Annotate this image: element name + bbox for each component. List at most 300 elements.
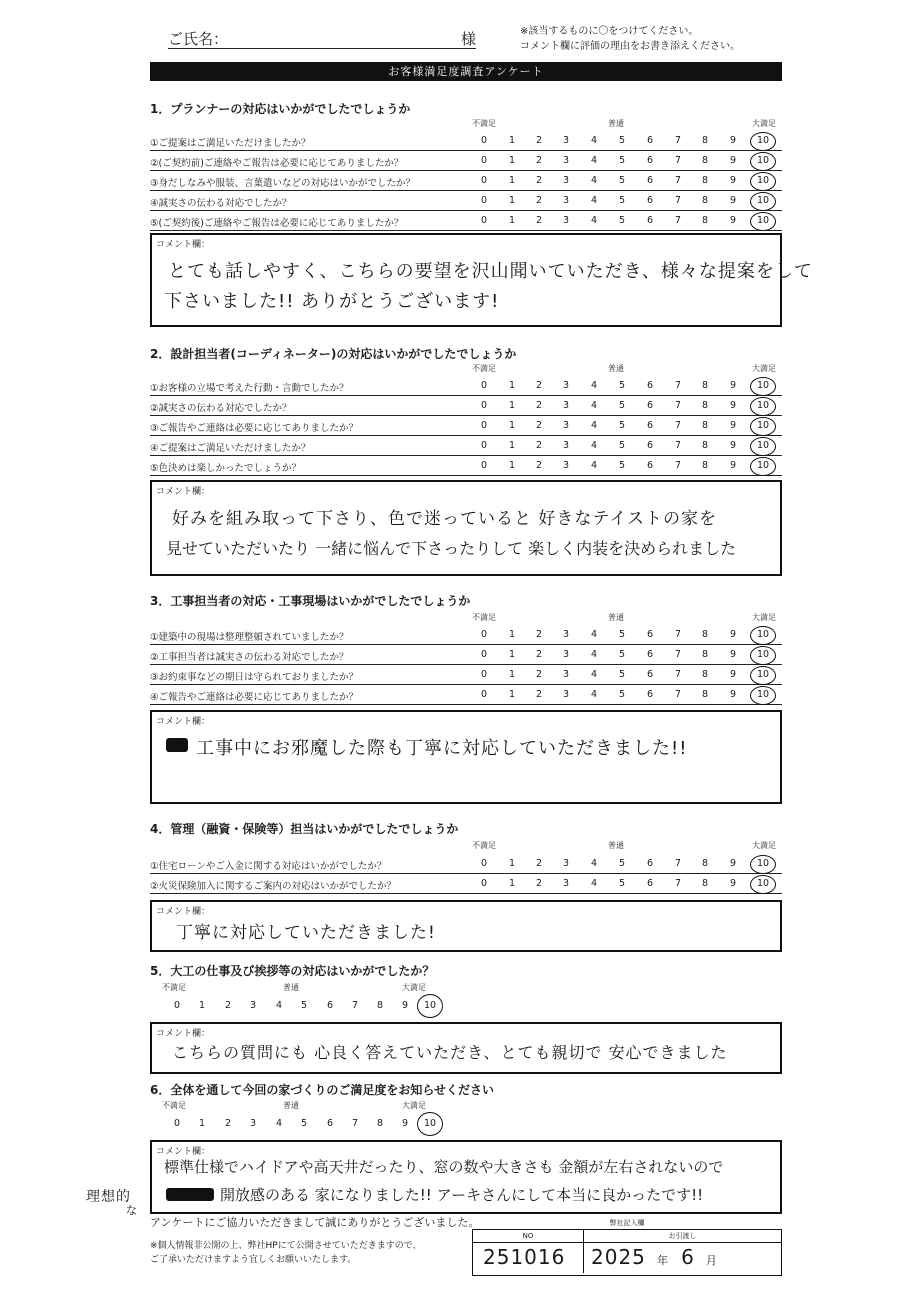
rating-option[interactable]: 1	[508, 215, 516, 226]
rating-option[interactable]: 7	[674, 858, 682, 869]
rating-option[interactable]: 2	[224, 1000, 232, 1011]
selected-circle-icon	[750, 626, 776, 645]
rating-option[interactable]: 4	[590, 195, 598, 206]
rating-option[interactable]: 2	[535, 629, 543, 640]
selected-circle-icon	[750, 152, 776, 171]
rating-option[interactable]: 3	[249, 1000, 257, 1011]
scale-high-label: 大満足	[402, 983, 426, 992]
rating-option[interactable]: 6	[326, 1118, 334, 1129]
rating-option[interactable]: 0	[173, 1118, 181, 1129]
rating-option[interactable]: 9	[729, 380, 737, 391]
rating-option[interactable]: 9	[729, 689, 737, 700]
rating-row[interactable]	[150, 396, 782, 416]
scale-high-label: 大満足	[752, 841, 776, 850]
rating-option[interactable]: 2	[535, 689, 543, 700]
rating-option[interactable]: 4	[590, 380, 598, 391]
scale-high-label: 大満足	[402, 1101, 426, 1110]
rating-option[interactable]: 6	[646, 215, 654, 226]
rating-option[interactable]: 3	[562, 195, 570, 206]
rating-option[interactable]: 6	[646, 878, 654, 889]
rating-option[interactable]: 9	[401, 1118, 409, 1129]
rating-option[interactable]: 0	[480, 629, 488, 640]
rating-option[interactable]: 3	[562, 649, 570, 660]
selected-circle-icon	[417, 1112, 443, 1136]
rating-option[interactable]: 10	[756, 858, 770, 869]
side-note-line: な	[126, 1204, 138, 1217]
rating-option[interactable]: 3	[562, 175, 570, 186]
rating-option[interactable]: 9	[729, 858, 737, 869]
rating-option[interactable]: 0	[480, 195, 488, 206]
rating-option[interactable]: 3	[562, 669, 570, 680]
rating-option[interactable]: 0	[480, 420, 488, 431]
section-5-title: 5．大工の仕事及び挨拶等の対応はいかがでしたか？	[150, 964, 435, 978]
section-6-scale-header	[0, 1100, 920, 1110]
rating-option[interactable]: 6	[646, 380, 654, 391]
rating-option[interactable]: 0	[480, 689, 488, 700]
selected-circle-icon	[750, 646, 776, 665]
rating-option[interactable]: 1	[508, 878, 516, 889]
question-text: ④ご提案はご満足いただけましたか？	[150, 443, 311, 454]
rating-option[interactable]: 7	[674, 155, 682, 166]
rating-option[interactable]: 8	[376, 1118, 384, 1129]
rating-option[interactable]: 9	[729, 629, 737, 640]
section-1-title: 1．プランナーの対応はいかがでしたでしょうか	[150, 102, 411, 116]
rating-option[interactable]: 0	[480, 669, 488, 680]
comment-line: 見せていただいたり 一緒に悩んで下さったりして 楽しく内装を決められました	[166, 539, 737, 558]
rating-option[interactable]: 2	[535, 400, 543, 411]
rating-option[interactable]: 6	[646, 858, 654, 869]
rating-option[interactable]: 8	[701, 215, 709, 226]
rating-option[interactable]: 8	[701, 629, 709, 640]
rating-option[interactable]: 2	[535, 155, 543, 166]
rating-option[interactable]: 10	[756, 629, 770, 640]
section-1-scale-header	[0, 118, 920, 128]
selected-circle-icon	[750, 855, 776, 874]
rating-row[interactable]	[150, 151, 782, 171]
rating-option[interactable]: 3	[562, 155, 570, 166]
privacy-line: ※個人情報非公開の上、弊社HPにて公開させていただきますので、	[150, 1241, 422, 1251]
rating-option[interactable]: 7	[674, 669, 682, 680]
rating-option[interactable]: 5	[618, 380, 626, 391]
rating-option[interactable]: 2	[535, 380, 543, 391]
rating-option[interactable]: 6	[646, 175, 654, 186]
no-header: NO	[473, 1230, 584, 1243]
selected-circle-icon	[750, 132, 776, 151]
rating-option[interactable]: 9	[729, 440, 737, 451]
scale-low-label: 不満足	[162, 1101, 186, 1110]
rating-option[interactable]: 5	[618, 629, 626, 640]
rating-option[interactable]: 1	[508, 420, 516, 431]
rating-option[interactable]: 3	[562, 878, 570, 889]
rating-option[interactable]: 4	[590, 135, 598, 146]
rating-option[interactable]: 4	[590, 175, 598, 186]
scale-low-label: 不満足	[472, 841, 496, 850]
comment-line: とても話しやすく、こちらの要望を沢山聞いていただき、様々な提案をして	[168, 261, 813, 282]
rating-option[interactable]: 7	[674, 420, 682, 431]
rating-option[interactable]: 4	[590, 400, 598, 411]
rating-option[interactable]: 9	[729, 215, 737, 226]
section-5-comment-box[interactable]	[150, 1022, 782, 1074]
rating-option[interactable]: 7	[674, 629, 682, 640]
rating-option[interactable]: 3	[562, 400, 570, 411]
handover-month: 6	[681, 1245, 695, 1269]
selected-circle-icon	[750, 875, 776, 894]
rating-option[interactable]: 7	[674, 689, 682, 700]
selected-circle-icon	[750, 192, 776, 211]
rating-option[interactable]: 0	[480, 858, 488, 869]
rating-option[interactable]: 10	[756, 420, 770, 431]
side-note-line: 理想的	[86, 1189, 131, 1205]
rating-option[interactable]: 10	[756, 440, 770, 451]
scale-mid-label: 普通	[608, 841, 624, 850]
question-text: ④誠実さの伝わる対応でしたか？	[150, 198, 292, 209]
comment-line: こちらの質問にも 心良く答えていただき、とても親切で 安心できました	[172, 1043, 728, 1062]
rating-option[interactable]: 1	[198, 1118, 206, 1129]
section-4-scale-header	[0, 840, 920, 850]
section-3-comment-box[interactable]	[150, 710, 782, 804]
rating-option[interactable]: 10	[756, 215, 770, 226]
question-text: ②(ご契約前)ご連絡やご報告は必要に応じてありましたか？	[150, 158, 404, 169]
rating-option[interactable]: 5	[300, 1118, 308, 1129]
rating-option[interactable]: 6	[326, 1000, 334, 1011]
honorific: 様	[460, 30, 476, 48]
rating-option[interactable]: 1	[198, 1000, 206, 1011]
question-text: ①ご提案はご満足いただけましたか？	[150, 138, 311, 149]
rating-option[interactable]: 4	[590, 460, 598, 471]
rating-option[interactable]: 5	[618, 215, 626, 226]
section-6-comment-box[interactable]	[150, 1140, 782, 1214]
rating-option[interactable]: 2	[535, 649, 543, 660]
rating-option[interactable]: 7	[674, 649, 682, 660]
handover-date	[591, 1242, 779, 1273]
rating-option[interactable]: 4	[590, 440, 598, 451]
rating-option[interactable]: 2	[535, 669, 543, 680]
rating-option[interactable]: 9	[729, 155, 737, 166]
rating-row[interactable]	[150, 645, 782, 665]
rating-option[interactable]: 4	[590, 155, 598, 166]
rating-option[interactable]: 8	[701, 135, 709, 146]
scale-mid-label: 普通	[283, 1101, 299, 1110]
rating-option[interactable]: 9	[729, 175, 737, 186]
rating-option[interactable]: 1	[508, 460, 516, 471]
rating-option[interactable]: 10	[423, 1000, 437, 1011]
rating-option[interactable]: 3	[562, 135, 570, 146]
rating-option[interactable]: 6	[646, 460, 654, 471]
rating-option[interactable]: 6	[646, 420, 654, 431]
rating-option[interactable]: 8	[701, 689, 709, 700]
comment-line: 好みを組み取って下さり、色で迷っていると 好きなテイストの家を	[172, 509, 718, 529]
rating-option[interactable]: 4	[590, 878, 598, 889]
rating-option[interactable]: 4	[590, 669, 598, 680]
selected-circle-icon	[750, 437, 776, 456]
scale-low-label: 不満足	[472, 613, 496, 622]
rating-option[interactable]: 8	[701, 649, 709, 660]
redacted-mark	[166, 1188, 214, 1201]
rating-option[interactable]: 10	[756, 669, 770, 680]
rating-row[interactable]	[150, 191, 782, 211]
rating-option[interactable]: 2	[224, 1118, 232, 1129]
rating-option[interactable]: 1	[508, 629, 516, 640]
rating-option[interactable]: 9	[729, 420, 737, 431]
section-4-title: 4．管理（融資・保険等）担当はいかがでしたでしょうか	[150, 822, 459, 836]
rating-option[interactable]: 0	[480, 135, 488, 146]
rating-option[interactable]: 10	[756, 135, 770, 146]
scale-high-label: 大満足	[752, 119, 776, 128]
instructions	[520, 24, 740, 54]
question-text: ⑤色決めは楽しかったでしょうか？	[150, 463, 302, 474]
rating-option[interactable]: 1	[508, 175, 516, 186]
selected-circle-icon	[417, 994, 443, 1018]
question-text: ①建築中の現場は整理整頓されていましたか？	[150, 632, 349, 643]
rating-option[interactable]: 7	[351, 1118, 359, 1129]
rating-option[interactable]: 8	[376, 1000, 384, 1011]
rating-option[interactable]: 7	[674, 878, 682, 889]
rating-option[interactable]: 8	[701, 460, 709, 471]
rating-option[interactable]: 6	[646, 155, 654, 166]
rating-option[interactable]: 5	[618, 175, 626, 186]
instruction-note-1: ※該当するものに〇をつけてください。	[520, 26, 699, 37]
rating-row[interactable]	[150, 665, 782, 685]
rating-option[interactable]: 8	[701, 195, 709, 206]
rating-option[interactable]: 4	[590, 858, 598, 869]
rating-option[interactable]: 1	[508, 195, 516, 206]
selected-circle-icon	[750, 172, 776, 191]
rating-option[interactable]: 0	[480, 649, 488, 660]
comment-label: コメント欄：	[156, 717, 211, 727]
rating-option[interactable]: 6	[646, 400, 654, 411]
rating-option[interactable]: 5	[618, 689, 626, 700]
rating-option[interactable]: 10	[756, 400, 770, 411]
rating-option[interactable]: 6	[646, 669, 654, 680]
side-handwritten-note	[86, 1190, 138, 1218]
rating-option[interactable]: 4	[275, 1000, 283, 1011]
rating-option[interactable]: 10	[756, 380, 770, 391]
rating-option[interactable]: 0	[480, 440, 488, 451]
rating-option[interactable]: 5	[618, 195, 626, 206]
rating-option[interactable]: 7	[674, 400, 682, 411]
rating-option[interactable]: 3	[562, 380, 570, 391]
rating-row[interactable]	[150, 874, 782, 894]
rating-row[interactable]	[150, 625, 782, 645]
rating-option[interactable]: 1	[508, 155, 516, 166]
rating-scale-compact[interactable]	[0, 1114, 920, 1134]
rating-option[interactable]: 6	[646, 629, 654, 640]
rating-option[interactable]: 6	[646, 689, 654, 700]
comment-line: 丁寧に対応していただきました!	[176, 923, 436, 943]
rating-option[interactable]: 8	[701, 669, 709, 680]
rating-option[interactable]: 2	[535, 440, 543, 451]
rating-option[interactable]: 9	[401, 1000, 409, 1011]
rating-option[interactable]: 3	[562, 629, 570, 640]
rating-row[interactable]	[150, 854, 782, 874]
rating-option[interactable]: 9	[729, 135, 737, 146]
rating-option[interactable]: 4	[590, 629, 598, 640]
rating-option[interactable]: 0	[480, 400, 488, 411]
rating-row[interactable]	[150, 436, 782, 456]
rating-option[interactable]: 2	[535, 858, 543, 869]
section-3-scale-header	[0, 612, 920, 622]
rating-option[interactable]: 8	[701, 440, 709, 451]
rating-option[interactable]: 0	[480, 215, 488, 226]
rating-option[interactable]: 5	[618, 460, 626, 471]
question-text: ①お客様の立場で考えた行動・言動でしたか？	[150, 383, 349, 394]
rating-option[interactable]: 1	[508, 135, 516, 146]
rating-row[interactable]	[150, 685, 782, 705]
rating-option[interactable]: 9	[729, 878, 737, 889]
rating-option[interactable]: 5	[618, 135, 626, 146]
comment-label: コメント欄：	[156, 240, 211, 250]
rating-option[interactable]: 8	[701, 858, 709, 869]
rating-option[interactable]: 8	[701, 380, 709, 391]
rating-option[interactable]: 0	[480, 878, 488, 889]
rating-option[interactable]: 1	[508, 380, 516, 391]
rating-option[interactable]: 4	[590, 689, 598, 700]
rating-option[interactable]: 2	[535, 215, 543, 226]
rating-option[interactable]: 5	[618, 420, 626, 431]
rating-option[interactable]: 1	[508, 669, 516, 680]
rating-option[interactable]: 7	[351, 1000, 359, 1011]
office-use-table	[472, 1219, 782, 1276]
rating-option[interactable]: 3	[562, 858, 570, 869]
question-text: ②火災保険加入に関するご案内の対応はいかがでしたか？	[150, 881, 397, 892]
rating-option[interactable]: 6	[646, 440, 654, 451]
rating-option[interactable]: 1	[508, 858, 516, 869]
rating-option[interactable]: 10	[756, 460, 770, 471]
rating-row[interactable]	[150, 171, 782, 191]
rating-row[interactable]	[150, 456, 782, 476]
rating-option[interactable]: 3	[562, 440, 570, 451]
rating-option[interactable]: 4	[590, 420, 598, 431]
thanks-message: アンケートにご協力いただきまして誠にありがとうございました。	[150, 1216, 480, 1229]
rating-option[interactable]: 5	[618, 858, 626, 869]
rating-option[interactable]: 0	[480, 175, 488, 186]
rating-option[interactable]: 10	[756, 155, 770, 166]
rating-option[interactable]: 4	[590, 215, 598, 226]
rating-option[interactable]: 10	[756, 689, 770, 700]
rating-option[interactable]: 5	[618, 440, 626, 451]
rating-option[interactable]: 3	[249, 1118, 257, 1129]
rating-option[interactable]: 5	[618, 649, 626, 660]
rating-option[interactable]: 8	[701, 400, 709, 411]
rating-option[interactable]: 3	[562, 420, 570, 431]
rating-row[interactable]	[150, 376, 782, 396]
rating-row[interactable]	[150, 416, 782, 436]
rating-option[interactable]: 10	[756, 878, 770, 889]
rating-option[interactable]: 5	[618, 400, 626, 411]
rating-option[interactable]: 2	[535, 195, 543, 206]
selected-circle-icon	[750, 397, 776, 416]
scale-low-label: 不満足	[162, 983, 186, 992]
rating-option[interactable]: 9	[729, 400, 737, 411]
selected-circle-icon	[750, 212, 776, 231]
question-text: ③ご報告やご連絡は必要に応じてありましたか？	[150, 423, 359, 434]
rating-option[interactable]: 7	[674, 175, 682, 186]
rating-option[interactable]: 9	[729, 195, 737, 206]
rating-option[interactable]: 5	[618, 878, 626, 889]
rating-option[interactable]: 10	[756, 649, 770, 660]
rating-option[interactable]: 10	[756, 195, 770, 206]
scale-mid-label: 普通	[608, 613, 624, 622]
rating-option[interactable]: 8	[701, 175, 709, 186]
comment-line: 標準仕様でハイドアや高天井だったり、窓の数や大きさも 金額が左右されないので	[164, 1158, 724, 1176]
section-2-comment-box[interactable]	[150, 480, 782, 576]
rating-option[interactable]: 2	[535, 175, 543, 186]
rating-option[interactable]: 0	[173, 1000, 181, 1011]
comment-line: 下さいました!! ありがとうございます!	[164, 291, 500, 312]
rating-row[interactable]	[150, 211, 782, 231]
rating-option[interactable]: 2	[535, 135, 543, 146]
question-text: ②工事担当者は誠実さの伝わる対応でしたか？	[150, 652, 349, 663]
rating-option[interactable]: 7	[674, 135, 682, 146]
office-use-label: 弊社記入欄	[609, 1219, 645, 1227]
customer-name-field[interactable]	[168, 28, 476, 49]
scale-low-label: 不満足	[472, 364, 496, 373]
rating-option[interactable]: 1	[508, 649, 516, 660]
handover-year: 2025	[591, 1245, 646, 1269]
rating-row[interactable]	[150, 131, 782, 151]
scale-mid-label: 普通	[608, 119, 624, 128]
rating-option[interactable]: 5	[618, 155, 626, 166]
rating-option[interactable]: 1	[508, 400, 516, 411]
comment-label: コメント欄：	[156, 1147, 211, 1157]
rating-option[interactable]: 6	[646, 135, 654, 146]
rating-option[interactable]: 8	[701, 878, 709, 889]
selected-circle-icon	[750, 417, 776, 436]
rating-option[interactable]: 0	[480, 380, 488, 391]
rating-option[interactable]: 5	[618, 669, 626, 680]
rating-option[interactable]: 6	[646, 649, 654, 660]
rating-option[interactable]: 7	[674, 215, 682, 226]
rating-option[interactable]: 1	[508, 689, 516, 700]
scale-low-label: 不満足	[472, 119, 496, 128]
rating-option[interactable]: 2	[535, 878, 543, 889]
rating-option[interactable]: 0	[480, 155, 488, 166]
rating-option[interactable]: 8	[701, 420, 709, 431]
rating-option[interactable]: 2	[535, 460, 543, 471]
month-unit: 月	[705, 1254, 717, 1267]
rating-option[interactable]: 0	[480, 460, 488, 471]
rating-option[interactable]: 9	[729, 460, 737, 471]
rating-option[interactable]: 10	[756, 175, 770, 186]
rating-option[interactable]: 7	[674, 460, 682, 471]
section-4-comment-box[interactable]	[150, 900, 782, 952]
rating-option[interactable]: 5	[300, 1000, 308, 1011]
rating-option[interactable]: 4	[590, 649, 598, 660]
rating-option[interactable]: 4	[275, 1118, 283, 1129]
rating-option[interactable]: 6	[646, 195, 654, 206]
rating-option[interactable]: 3	[562, 689, 570, 700]
rating-option[interactable]: 7	[674, 195, 682, 206]
rating-option[interactable]: 3	[562, 215, 570, 226]
rating-option[interactable]: 7	[674, 440, 682, 451]
rating-option[interactable]: 10	[423, 1118, 437, 1129]
rating-option[interactable]: 1	[508, 440, 516, 451]
question-text: ③お約束事などの期日は守られておりましたか？	[150, 672, 359, 683]
rating-option[interactable]: 2	[535, 420, 543, 431]
section-1-comment-box[interactable]	[150, 233, 813, 327]
question-text: ⑤(ご契約後)ご連絡やご報告は必要に応じてありましたか？	[150, 218, 404, 229]
question-text: ②誠実さの伝わる対応でしたか？	[150, 403, 292, 414]
rating-option[interactable]: 7	[674, 380, 682, 391]
rating-scale-compact[interactable]	[0, 996, 920, 1016]
rating-option[interactable]: 9	[729, 669, 737, 680]
rating-option[interactable]: 9	[729, 649, 737, 660]
rating-option[interactable]: 8	[701, 155, 709, 166]
rating-option[interactable]: 3	[562, 460, 570, 471]
question-text: ③身だしなみや服装、言葉遣いなどの対応はいかがでしたか？	[150, 178, 416, 189]
section-2-title: 2．設計担当者(コーディネーター)の対応はいかがでしたでしょうか	[150, 347, 517, 361]
comment-label: コメント欄：	[156, 487, 211, 497]
